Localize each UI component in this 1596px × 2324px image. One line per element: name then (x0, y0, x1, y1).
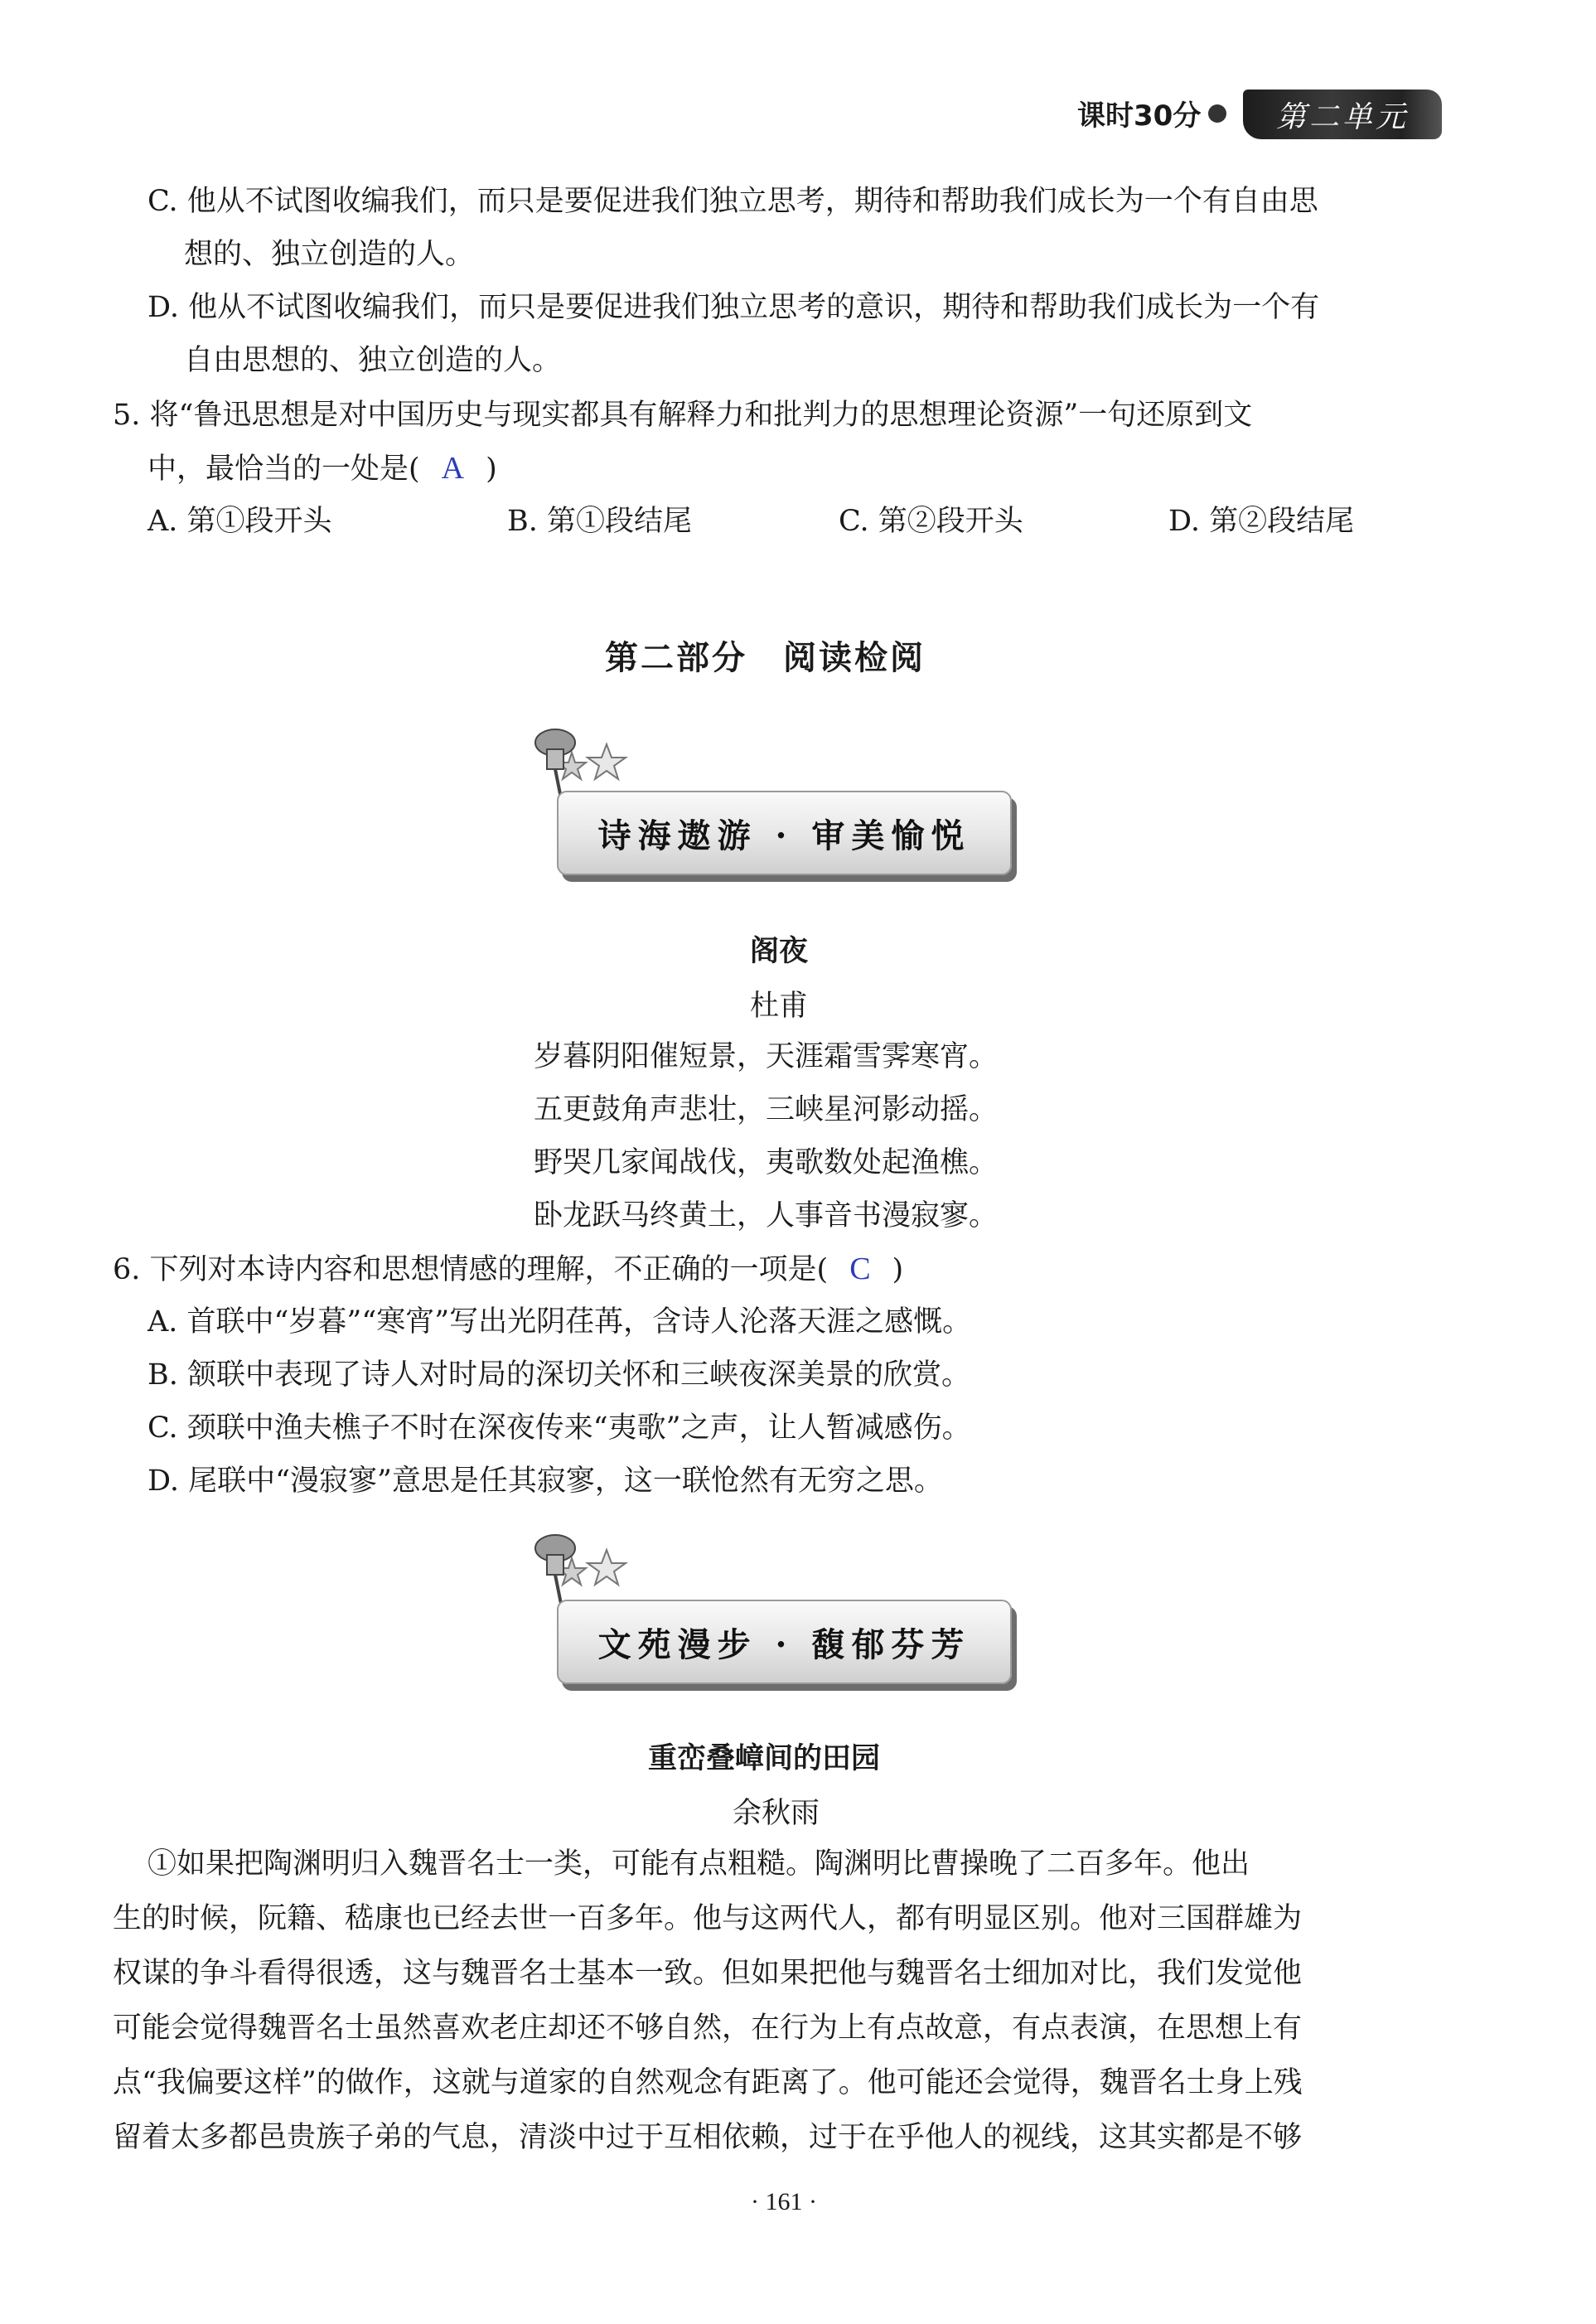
essay-line: 点“我偏要这样”的做作，这就与道家的自然观念有距离了。他可能还会觉得，魏晋名士身上残 (113, 2066, 1303, 2099)
q4-option-d-line1: D. 他从不试图收编我们，而只是要促进我们独立思考的意识，期待和帮助我们成长为一个有 (148, 291, 1320, 324)
poem-title: 阁夜 (750, 935, 809, 968)
q5-option-d: D. 第②段结尾 (1168, 505, 1355, 538)
q6-option-d: D. 尾联中“漫寂寥”意思是任其寂寥，这一联怆然有无穷之思。 (148, 1465, 943, 1498)
q5-stem-line1: 5. 将“鲁迅思想是对中国历史与现实都具有解释力和批判力的思想理论资源”一句还原到文 (113, 399, 1253, 432)
header-title: 课时30分 (1077, 99, 1202, 133)
q5-option-b: B. 第①段结尾 (507, 505, 692, 538)
q5-option-a: A. 第①段开头 (148, 505, 332, 538)
q5-stem-pre: 中，最恰当的一处是( (148, 453, 420, 486)
q6-option-a: A. 首联中“岁暮”“寒宵”写出光阴荏苒，含诗人沦落天涯之感慨。 (148, 1305, 972, 1339)
q5-answer: A (441, 451, 465, 486)
q6-option-b: B. 颔联中表现了诗人对时局的深切关怀和三峡夜深美景的欣赏。 (148, 1358, 970, 1392)
q4-option-c-line1: C. 他从不试图收编我们，而只是要促进我们独立思考，期待和帮助我们成长为一个有自由思 (148, 185, 1318, 218)
q6-stem-post: ) (892, 1253, 904, 1286)
q4-option-c-line2: 想的、独立创造的人。 (184, 238, 475, 271)
essay-line: 留着太多都邑贵族子弟的气息，清淡中过于互相依赖，过于在乎他人的视线，这其实都是不够 (113, 2121, 1303, 2154)
part2-title: 第二部分 阅读检阅 (605, 639, 926, 677)
section2-banner-label: 文苑漫步 · 馥郁芬芳 (597, 1624, 971, 1664)
q5-option-c: C. 第②段开头 (839, 505, 1023, 538)
essay-line: 可能会觉得魏晋名士虽然喜欢老庄却还不够自然，在行为上有点故意，有点表演，在思想上有 (113, 2012, 1303, 2045)
section1-banner-label: 诗海遨游 · 审美愉悦 (597, 816, 971, 855)
page-number: · 161 · (751, 2188, 817, 2215)
unit-badge: 第二单元 (1243, 90, 1442, 139)
q6-option-c: C. 颈联中渔夫樵子不时在深夜传来“夷歌”之声，让人暂减感伤。 (148, 1411, 971, 1445)
q6-answer: C (849, 1252, 871, 1286)
poem-line: 卧龙跃马终黄土，人事音书漫寂寥。 (534, 1199, 999, 1232)
essay-line: ①如果把陶渊明归入魏晋名士一类，可能有点粗糙。陶渊明比曹操晚了二百多年。他出 (148, 1847, 1250, 1881)
poem-line: 野哭几家闻战伐，夷歌数处起渔樵。 (534, 1146, 999, 1179)
q5-stem-post: ) (486, 453, 497, 486)
q6-stem-pre: 6. 下列对本诗内容和思想情感的理解，不正确的一项是( (113, 1253, 829, 1286)
q4-option-d-line2: 自由思想的、独立创造的人。 (184, 344, 562, 377)
poem-line: 五更鼓角声悲壮，三峡星河影动摇。 (534, 1093, 999, 1126)
section1-banner (557, 791, 1012, 875)
essay-line: 权谋的争斗看得很透，这与魏晋名士基本一致。但如果把他与魏晋名士细加对比，我们发觉他 (113, 1957, 1303, 1990)
poem-line: 岁暮阴阳催短景，天涯霜雪霁寒宵。 (534, 1040, 999, 1073)
header-bullet-icon (1208, 104, 1226, 123)
q5-stem-line2 (148, 448, 497, 490)
section2-banner (557, 1600, 1012, 1684)
essay-author: 余秋雨 (733, 1797, 820, 1830)
essay-line: 生的时候，阮籍、嵇康也已经去世一百多年。他与这两代人，都有明显区别。他对三国群雄为 (113, 1902, 1303, 1935)
essay-title: 重峦叠嶂间的田园 (648, 1742, 881, 1775)
q6-stem (113, 1248, 903, 1290)
poem-author: 杜甫 (750, 990, 809, 1023)
